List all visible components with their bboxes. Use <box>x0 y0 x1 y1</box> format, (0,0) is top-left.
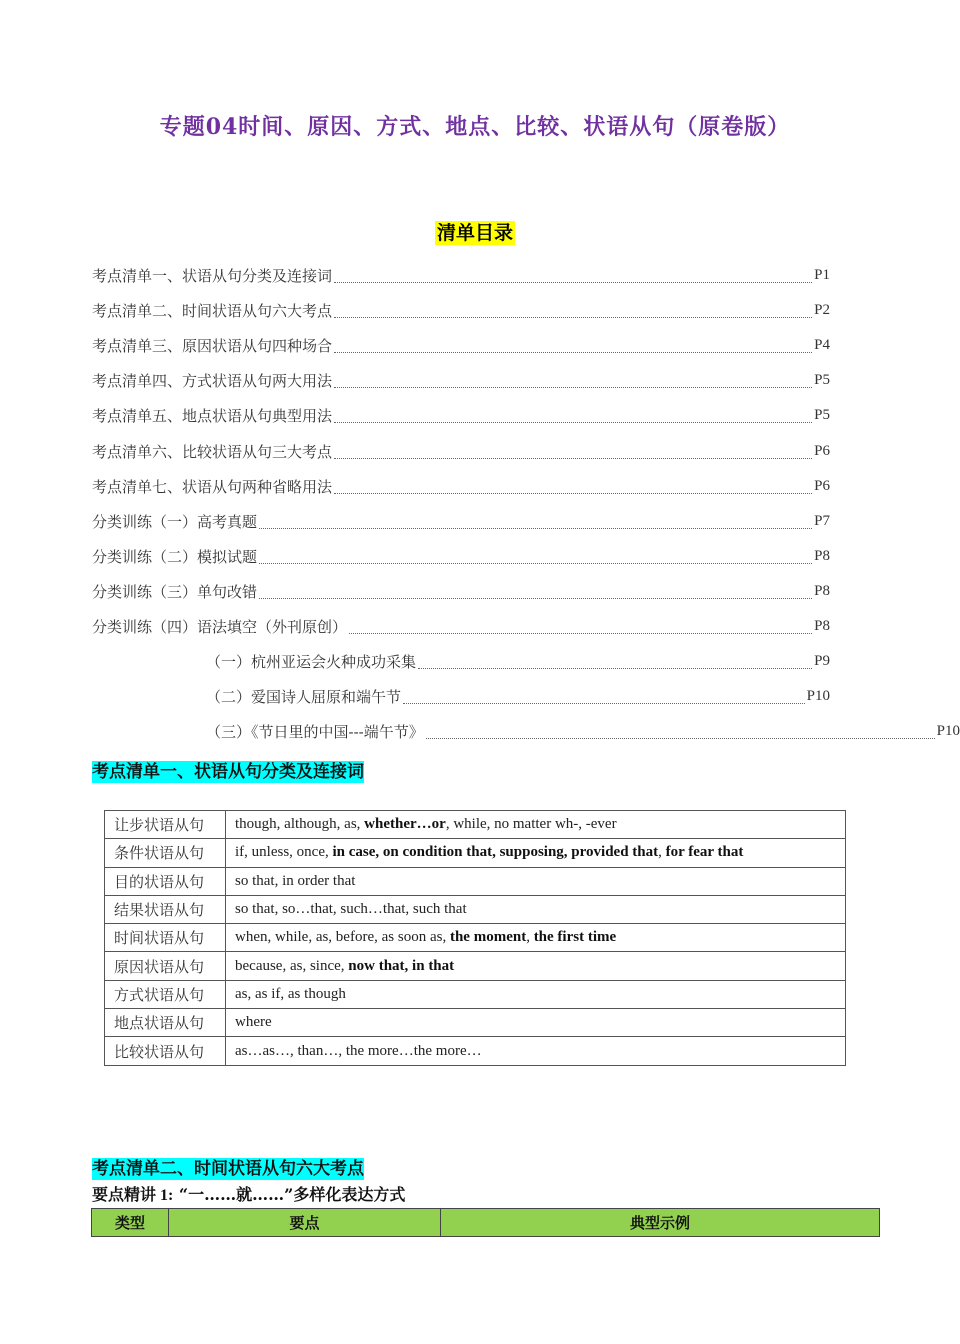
table-row: 方式状语从句 as, as if, as though <box>105 980 846 1008</box>
table-row: 地点状语从句 where <box>105 1009 846 1037</box>
table-of-contents <box>92 258 960 749</box>
toc-item[interactable]: 考点清单七、状语从句两种省略用法 P6 <box>92 477 830 496</box>
toc-item[interactable]: 考点清单五、地点状语从句典型用法 P5 <box>92 407 830 426</box>
toc-item[interactable]: 考点清单一、状语从句分类及连接词 P1 <box>92 267 830 286</box>
toc-item[interactable]: 考点清单六、比较状语从句三大考点 P6 <box>92 442 830 461</box>
table-row: 条件状语从句 if, unless, once, in case, on condition that, supposing, provided that, for fear that <box>105 839 846 867</box>
table-row: 时间状语从句 when, while, as, before, as soon as, the moment, the first time <box>105 924 846 952</box>
document-title: 专题04时间、原因、方式、地点、比较、状语从句（原卷版） <box>159 114 791 140</box>
column-header-examples: 典型示例 <box>441 1209 880 1237</box>
section1-heading: 考点清单一、状语从句分类及连接词 <box>92 762 364 782</box>
key-points-table <box>91 1208 880 1237</box>
toc-heading: 清单目录 <box>436 222 513 244</box>
toc-subitem[interactable]: （二）爱国诗人屈原和端午节 P10 <box>206 688 830 707</box>
toc-subitem[interactable]: （三）《节日里的中国---端午节》 P10 <box>206 723 960 742</box>
toc-item[interactable]: 分类训练（二）模拟试题 P8 <box>92 547 830 566</box>
column-header-type: 类型 <box>92 1209 169 1237</box>
table-header-row <box>92 1209 880 1237</box>
table-row: 结果状语从句 so that, so…that, such…that, such that <box>105 895 846 923</box>
table-row: 让步状语从句 though, although, as, whether…or, while, no matter wh-, -ever <box>105 811 846 839</box>
section2-heading: 考点清单二、时间状语从句六大考点 <box>92 1159 364 1179</box>
toc-subitem[interactable]: （一）杭州亚运会火种成功采集 P9 <box>206 653 830 672</box>
table-row: 目的状语从句 so that, in order that <box>105 867 846 895</box>
column-header-points: 要点 <box>169 1209 441 1237</box>
toc-item[interactable]: 考点清单二、时间状语从句六大考点 P2 <box>92 302 830 321</box>
toc-item[interactable]: 分类训练（四）语法填空（外刊原创） P8 <box>92 617 830 636</box>
table-row: 比较状语从句 as…as…, than…, the more…the more… <box>105 1037 846 1065</box>
conjunction-table <box>104 810 846 1066</box>
key-point-subheading: 要点精讲 1: “一……就……”多样化表达方式 <box>92 1185 406 1204</box>
table-row: 原因状语从句 because, as, since, now that, in that <box>105 952 846 980</box>
toc-item[interactable]: 考点清单四、方式状语从句两大用法 P5 <box>92 372 830 391</box>
toc-item[interactable]: 分类训练（一）高考真题 P7 <box>92 512 830 531</box>
toc-item[interactable]: 考点清单三、原因状语从句四种场合 P4 <box>92 337 830 356</box>
toc-item[interactable]: 分类训练（三）单句改错 P8 <box>92 582 830 601</box>
